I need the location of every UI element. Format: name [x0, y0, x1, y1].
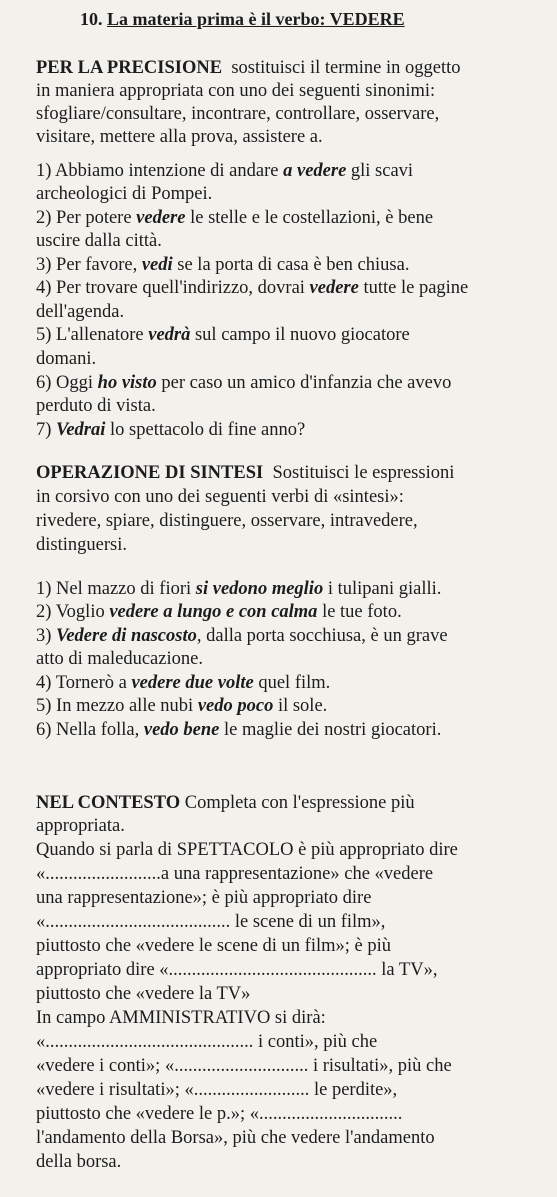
s3-line: piuttosto che «vedere la TV»	[36, 984, 251, 1004]
s3-fill-line: piuttosto che «vedere le p.»; «...............................	[36, 1104, 403, 1124]
exercise-title-text: La materia prima è il verbo: VEDERE	[107, 9, 405, 29]
s3-line: della borsa.	[36, 1152, 122, 1172]
s3-line: Quando si parla di SPETTACOLO è più appropriato dire	[36, 840, 458, 860]
s3-line: l'andamento della Borsa», più che vedere l'andamento	[36, 1128, 435, 1148]
s3-line: una rappresentazione»; è più appropriato dire	[36, 888, 372, 908]
s2-intro-line: rivedere, spiare, distinguere, osservare, intravedere,	[36, 511, 418, 531]
s1-item: 1) Abbiamo intenzione di andare a vedere gli scavi	[36, 161, 414, 181]
expression-highlight: vedo bene	[143, 720, 220, 740]
s1-intro-line: sfogliare/consultare, incontrare, controllare, osservare,	[36, 104, 440, 124]
s3-fill-line: appropriato dire «............................................. la TV»,	[36, 960, 438, 980]
s2-item: atto di maleducazione.	[36, 649, 203, 669]
s3-line: piuttosto che «vedere le scene di un film»; è più	[36, 936, 391, 956]
s2-intro-line: in corsivo con uno dei seguenti verbi di «sintesi»:	[36, 487, 404, 507]
verb-highlight: vedrà	[148, 325, 191, 345]
s2-item: 5) In mezzo alle nubi vedo poco il sole.	[36, 696, 328, 716]
verb-highlight: a vedere	[283, 161, 347, 181]
exercise-title	[80, 8, 543, 30]
s1-item: 2) Per potere vedere le stelle e le costellazioni, è bene	[36, 208, 434, 228]
expression-highlight: Vedere di nascosto	[56, 626, 197, 646]
s3-line: In campo AMMINISTRATIVO si dirà:	[36, 1008, 326, 1028]
s1-item: uscire dalla città.	[36, 231, 162, 251]
s2-item: 1) Nel mazzo di fiori si vedono meglio i tulipani gialli.	[36, 579, 442, 599]
s1-item: 3) Per favore, vedi se la porta di casa è ben chiusa.	[36, 255, 410, 275]
s3-fill-line: «vedere i risultati»; «......................... le perdite»,	[36, 1080, 398, 1100]
s3-intro-line: NEL CONTESTO Completa con l'espressione più	[36, 793, 415, 813]
expression-highlight: vedo poco	[197, 696, 274, 716]
expression-highlight: vedere a lungo e con calma	[109, 602, 318, 622]
expression-highlight: vedere due volte	[131, 673, 254, 693]
verb-highlight: vedere	[309, 278, 359, 298]
expression-highlight: si vedono meglio	[195, 579, 324, 599]
s2-item: 3) Vedere di nascosto, dalla porta socchiusa, è un grave	[36, 626, 448, 646]
s2-intro-line: distinguersi.	[36, 535, 127, 555]
s1-item: domani.	[36, 349, 97, 369]
s3-intro-line: appropriata.	[36, 816, 125, 836]
verb-highlight: vedi	[141, 255, 173, 275]
s1-item: 5) L'allenatore vedrà sul campo il nuovo giocatore	[36, 325, 410, 345]
s1-intro-line: in maniera appropriata con uno dei seguenti sinonimi:	[36, 81, 436, 101]
s3-fill-line: «........................................ le scene di un film»,	[36, 912, 386, 932]
s1-item: dell'agenda.	[36, 302, 125, 322]
s1-item: archeologici di Pompei.	[36, 184, 213, 204]
verb-highlight: Vedrai	[56, 420, 106, 440]
s1-heading: PER LA PRECISIONE	[36, 58, 223, 78]
s3-fill-line: «.........................a una rappresentazione» che «vedere	[36, 864, 434, 884]
s2-heading: OPERAZIONE DI SINTESI	[36, 463, 264, 483]
s1-item: 6) Oggi ho visto per caso un amico d'infanzia che avevo	[36, 373, 452, 393]
verb-highlight: ho visto	[97, 373, 157, 393]
exercise-number: 10.	[80, 9, 103, 29]
s1-intro-line: visitare, mettere alla prova, assistere a.	[36, 127, 323, 147]
s1-item: perduto di vista.	[36, 396, 156, 416]
verb-highlight: vedere	[136, 208, 186, 228]
s1-intro-line: PER LA PRECISIONE sostituisci il termine in oggetto	[36, 58, 461, 78]
s3-fill-line: «............................................. i conti», più che	[36, 1032, 378, 1052]
s2-item: 4) Tornerò a vedere due volte quel film.	[36, 673, 331, 693]
s1-item: 4) Per trovare quell'indirizzo, dovrai vedere tutte le pagine	[36, 278, 469, 298]
s2-item: 6) Nella folla, vedo bene le maglie dei nostri giocatori.	[36, 720, 442, 740]
s3-fill-line: «vedere i conti»; «............................. i risultati», più che	[36, 1056, 452, 1076]
s1-item: 7) Vedrai lo spettacolo di fine anno?	[36, 420, 306, 440]
s3-heading: NEL CONTESTO	[36, 793, 181, 813]
s2-intro-line: OPERAZIONE DI SINTESI Sostituisci le espressioni	[36, 463, 455, 483]
s2-item: 2) Voglio vedere a lungo e con calma le tue foto.	[36, 602, 402, 622]
